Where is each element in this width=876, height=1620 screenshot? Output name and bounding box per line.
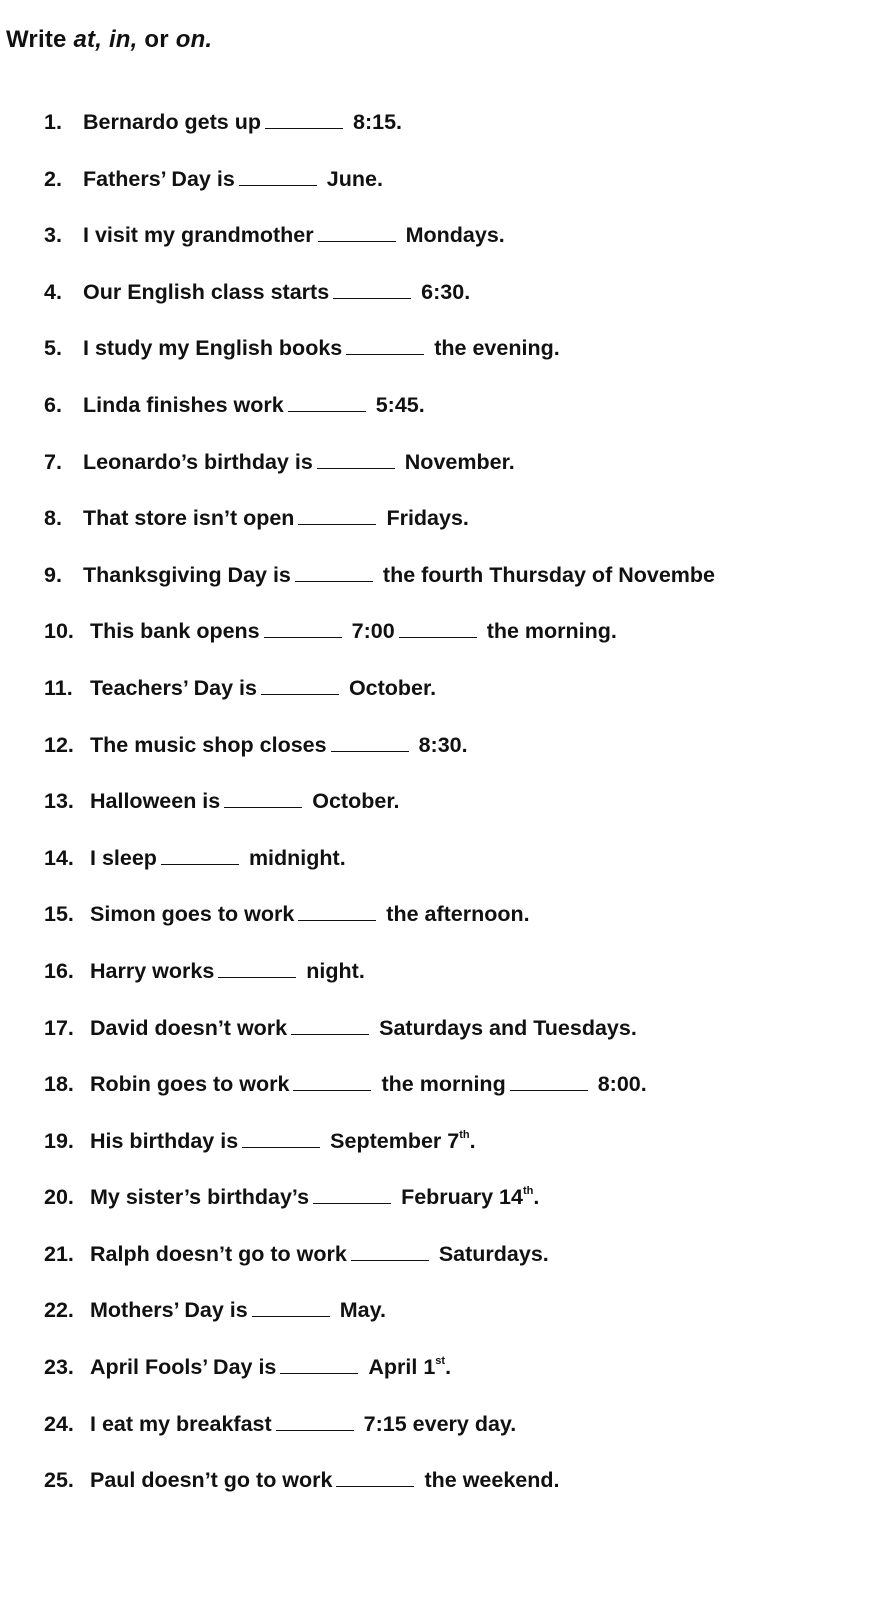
item-stem-text: My sister’s birthday’s <box>90 1185 310 1210</box>
item-number: 11. <box>44 675 73 700</box>
answer-blank[interactable] <box>291 1017 369 1035</box>
exercise-item <box>44 1349 876 1406</box>
item-number: 20. <box>44 1185 74 1210</box>
item-stem-text: I sleep <box>90 845 157 870</box>
exercise-item <box>44 1010 876 1067</box>
item-stem-text: April Fools’ Day is <box>90 1355 277 1380</box>
item-stem-text: This bank opens <box>90 619 260 644</box>
answer-blank[interactable] <box>264 620 342 638</box>
instruction-in: in, <box>108 26 138 53</box>
item-continuation-text: September 7 <box>330 1128 460 1153</box>
answer-blank[interactable] <box>336 1469 414 1487</box>
item-continuation-text: 7:15 every day. <box>363 1411 517 1436</box>
answer-blank[interactable] <box>510 1073 588 1091</box>
item-stem-text: Thanksgiving Day is <box>83 562 291 587</box>
exercise-item <box>44 557 876 614</box>
item-continuation-text: 8:15. <box>353 110 403 134</box>
item-stem-text: David doesn’t work <box>90 1015 288 1040</box>
answer-blank[interactable] <box>288 394 366 412</box>
exercise-item <box>44 387 876 444</box>
item-number: 1. <box>44 110 62 134</box>
item-continuation-text: June. <box>326 166 383 191</box>
item-number: 7. <box>44 449 62 474</box>
item-continuation-text: October. <box>348 675 437 700</box>
item-number: 8. <box>44 506 62 531</box>
item-stem-text: That store isn’t open <box>83 506 295 531</box>
answer-blank[interactable] <box>331 734 409 752</box>
answer-blank[interactable] <box>351 1243 429 1261</box>
instruction-at: at, <box>73 26 103 53</box>
exercise-item <box>44 161 876 218</box>
exercise-item <box>44 953 876 1010</box>
item-continuation-text: the morning. <box>486 619 617 644</box>
item-number: 22. <box>44 1298 74 1323</box>
answer-blank[interactable] <box>298 507 376 525</box>
ordinal-suffix: th <box>459 1128 470 1141</box>
item-continuation-text: night. <box>306 958 365 983</box>
answer-blank[interactable] <box>224 790 302 808</box>
exercise-item <box>44 670 876 727</box>
exercise-item <box>44 1462 876 1519</box>
item-number: 21. <box>44 1241 74 1266</box>
answer-blank[interactable] <box>276 1413 354 1431</box>
item-stem-text: Leonardo’s birthday is <box>83 449 313 474</box>
item-stem-text: Simon goes to work <box>90 902 295 927</box>
item-end-punctuation: . <box>469 1128 476 1153</box>
instruction-or: or <box>144 26 169 53</box>
item-stem-text: Harry works <box>90 958 215 983</box>
item-number: 23. <box>44 1355 74 1380</box>
item-stem-text: Paul doesn’t go to work <box>90 1468 333 1493</box>
item-continuation-text: the fourth Thursday of Novembe <box>382 562 715 587</box>
item-stem-text: The music shop closes <box>90 732 327 757</box>
item-continuation-text: the evening. <box>434 336 560 361</box>
item-number: 5. <box>44 336 62 361</box>
exercise-list <box>44 104 876 1519</box>
item-continuation-text: 6:30. <box>421 279 471 304</box>
exercise-item <box>44 1066 876 1123</box>
instruction-on: on. <box>175 26 213 53</box>
item-continuation-text: Saturdays. <box>438 1241 549 1266</box>
answer-blank[interactable] <box>293 1073 371 1091</box>
item-stem-text: Fathers’ Day is <box>83 166 235 191</box>
answer-blank[interactable] <box>261 677 339 695</box>
item-stem-text: Our English class starts <box>83 279 330 304</box>
item-continuation-text: November. <box>404 449 515 474</box>
answer-blank[interactable] <box>318 224 396 242</box>
item-continuation-text: Saturdays and Tuesdays. <box>379 1015 637 1040</box>
item-number: 24. <box>44 1411 74 1436</box>
item-stem-text: His birthday is <box>90 1128 239 1153</box>
ordinal-suffix: st <box>435 1355 446 1368</box>
item-stem-text: Teachers’ Day is <box>90 675 257 700</box>
answer-blank[interactable] <box>252 1299 330 1317</box>
item-number: 2. <box>44 166 62 191</box>
item-stem-text: Bernardo gets up <box>83 110 261 134</box>
exercise-item <box>44 1292 876 1349</box>
answer-blank[interactable] <box>346 337 424 355</box>
answer-blank[interactable] <box>239 168 317 186</box>
ordinal-suffix: th <box>522 1185 534 1198</box>
item-number: 13. <box>44 789 74 814</box>
item-continuation-text: 7:00 <box>351 619 395 644</box>
item-stem-text: Robin goes to work <box>90 1072 290 1097</box>
answer-blank[interactable] <box>399 620 477 638</box>
instruction-write: Write <box>6 26 67 53</box>
item-number: 12. <box>44 732 74 757</box>
item-number: 10. <box>44 619 74 644</box>
item-number: 15. <box>44 902 74 927</box>
item-end-punctuation: . <box>533 1185 540 1210</box>
item-continuation-text: May. <box>339 1298 386 1323</box>
answer-blank[interactable] <box>313 1186 391 1204</box>
exercise-item <box>44 896 876 953</box>
answer-blank[interactable] <box>317 451 395 469</box>
item-end-punctuation: . <box>445 1355 452 1380</box>
exercise-item <box>44 1123 876 1180</box>
exercise-item <box>44 217 876 274</box>
item-number: 18. <box>44 1072 74 1097</box>
item-stem-text: I eat my breakfast <box>90 1411 272 1436</box>
item-continuation-text: October. <box>312 789 400 814</box>
exercise-item <box>44 840 876 897</box>
item-continuation-text: Fridays. <box>386 506 469 531</box>
answer-blank[interactable] <box>295 564 373 582</box>
item-continuation-text: the weekend. <box>424 1468 560 1493</box>
item-number: 17. <box>44 1015 74 1040</box>
item-continuation-text: 8:00. <box>597 1072 647 1097</box>
exercise-item <box>44 613 876 670</box>
answer-blank[interactable] <box>298 903 376 921</box>
item-continuation-text: Mondays. <box>405 223 505 248</box>
item-number: 6. <box>44 392 62 417</box>
item-number: 14. <box>44 845 74 870</box>
item-number: 3. <box>44 223 62 248</box>
item-stem-text: Ralph doesn’t go to work <box>90 1241 347 1266</box>
item-number: 19. <box>44 1128 74 1153</box>
exercise-item <box>44 330 876 387</box>
item-number: 4. <box>44 279 62 304</box>
item-continuation-text: the morning <box>381 1072 506 1097</box>
exercise-item <box>44 727 876 784</box>
item-stem-text: I study my English books <box>83 336 343 361</box>
item-continuation-text: 8:30. <box>418 732 468 757</box>
item-continuation-text: February 14 <box>401 1185 523 1210</box>
answer-blank[interactable] <box>242 1130 320 1148</box>
instruction <box>6 26 212 54</box>
item-continuation-text: midnight. <box>248 845 346 870</box>
exercise-item <box>44 783 876 840</box>
item-number: 25. <box>44 1468 74 1493</box>
item-number: 16. <box>44 958 74 983</box>
item-continuation-text: 5:45. <box>375 392 425 417</box>
exercise-item <box>44 274 876 331</box>
exercise-item <box>44 500 876 557</box>
exercise-item <box>44 1406 876 1463</box>
exercise-item <box>44 444 876 501</box>
item-stem-text: Mothers’ Day is <box>90 1298 248 1323</box>
answer-blank[interactable] <box>333 281 411 299</box>
item-stem-text: Halloween is <box>90 789 221 814</box>
answer-blank[interactable] <box>161 847 239 865</box>
item-number: 9. <box>44 562 62 587</box>
answer-blank[interactable] <box>280 1356 358 1374</box>
item-stem-text: I visit my grandmother <box>83 223 314 248</box>
answer-blank[interactable] <box>218 960 296 978</box>
item-continuation-text: April 1 <box>368 1355 436 1380</box>
item-continuation-text: the afternoon. <box>386 902 530 927</box>
answer-blank[interactable] <box>265 111 343 129</box>
exercise-item <box>44 104 876 161</box>
exercise-item <box>44 1236 876 1293</box>
exercise-item <box>44 1179 876 1236</box>
item-stem-text: Linda finishes work <box>83 392 284 417</box>
